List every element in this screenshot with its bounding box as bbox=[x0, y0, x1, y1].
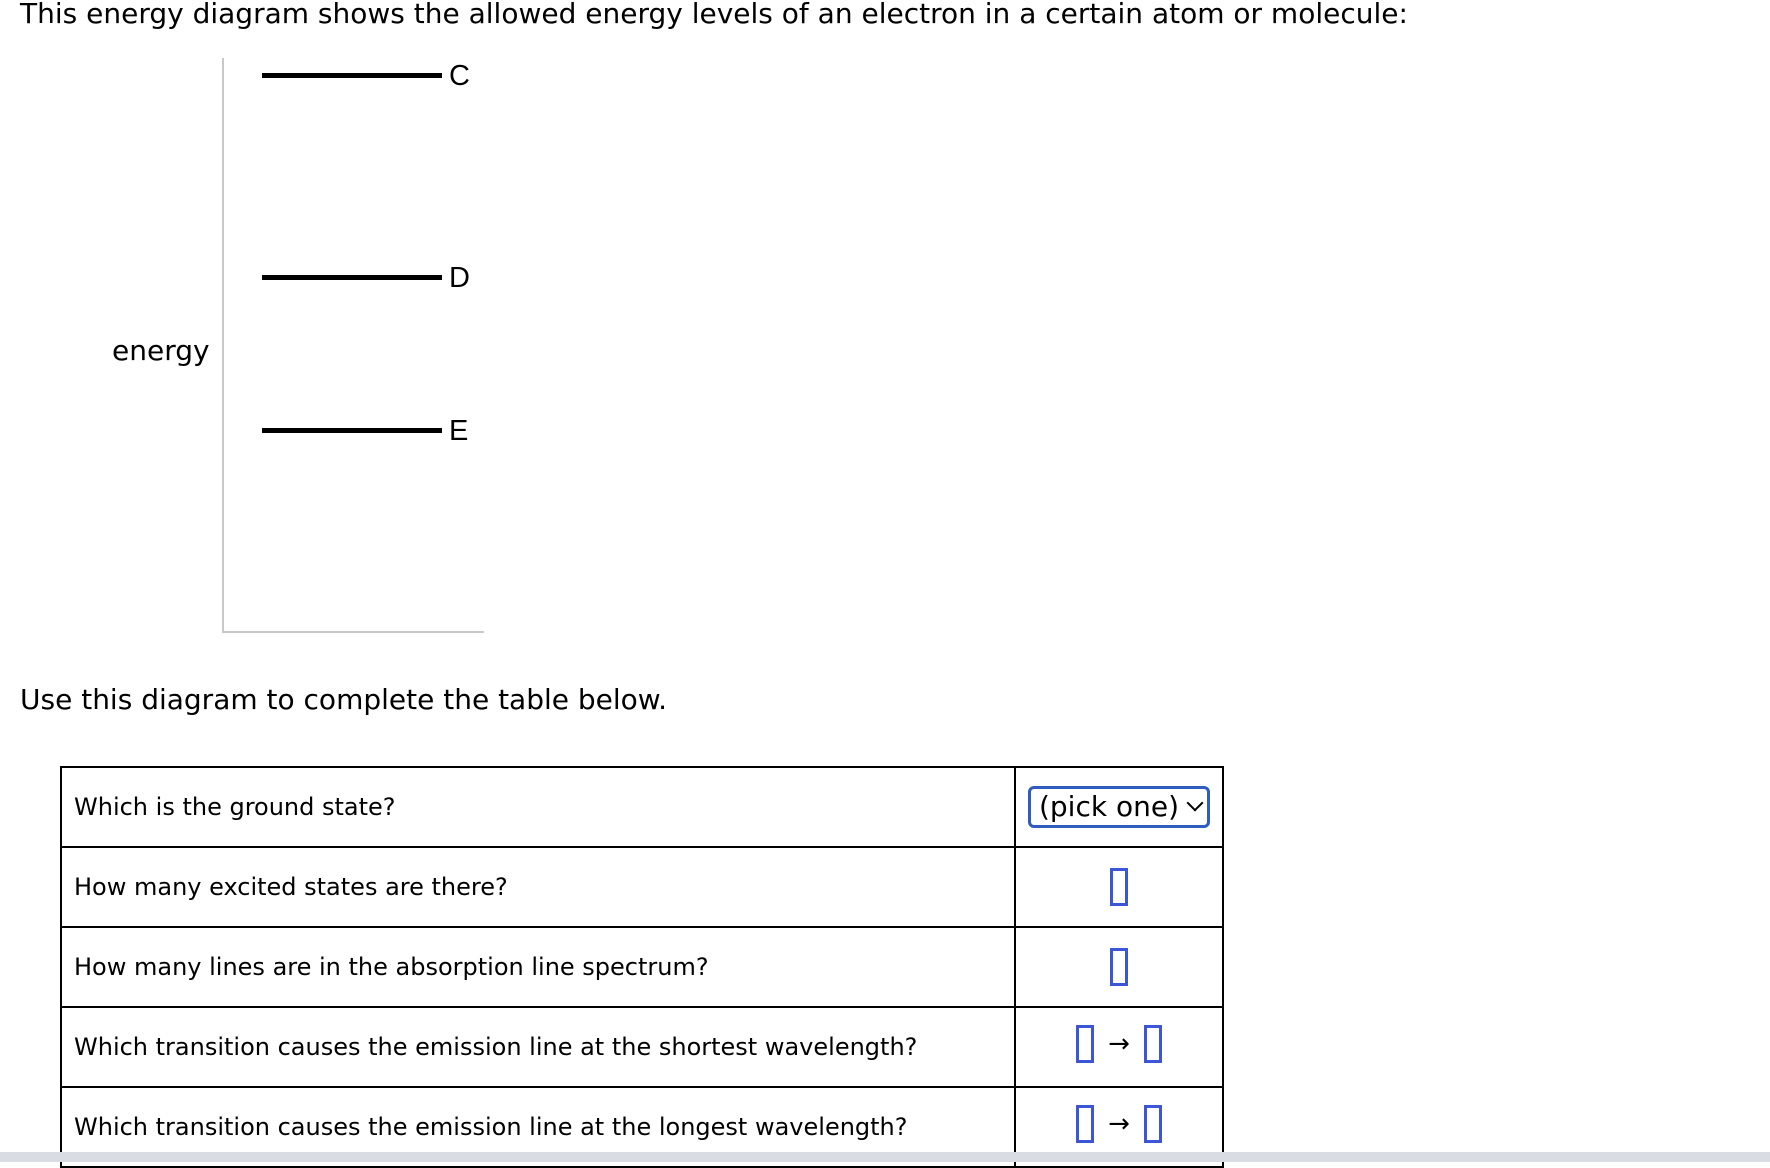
longest-to-input[interactable] bbox=[1144, 1105, 1162, 1143]
excited-states-input[interactable] bbox=[1110, 868, 1128, 906]
shortest-transition bbox=[1076, 1025, 1162, 1063]
energy-level-label: E bbox=[449, 415, 469, 447]
table-row bbox=[61, 767, 1223, 847]
baseline-axis-line bbox=[222, 631, 484, 633]
absorption-lines-input[interactable] bbox=[1110, 948, 1128, 986]
energy-level-label: C bbox=[449, 60, 470, 92]
energy-level-line bbox=[262, 428, 442, 433]
table-row bbox=[61, 847, 1223, 927]
energy-axis-label: energy bbox=[112, 334, 210, 367]
table-row bbox=[61, 927, 1223, 1007]
question-table bbox=[60, 766, 1224, 1168]
select-value: (pick one) bbox=[1038, 790, 1179, 823]
energy-axis-line bbox=[222, 58, 224, 633]
answer-cell bbox=[1015, 767, 1223, 847]
shortest-to-input[interactable] bbox=[1144, 1025, 1162, 1063]
energy-diagram bbox=[0, 0, 600, 660]
answer-cell bbox=[1015, 927, 1223, 1007]
table-row bbox=[61, 1007, 1223, 1087]
question-ground-state: Which is the ground state? bbox=[61, 767, 1015, 847]
question-shortest-wavelength: Which transition causes the emission line at the shortest wavelength? bbox=[61, 1007, 1015, 1087]
shortest-from-input[interactable] bbox=[1076, 1025, 1094, 1063]
question-absorption-lines: How many lines are in the absorption line spectrum? bbox=[61, 927, 1015, 1007]
longest-from-input[interactable] bbox=[1076, 1105, 1094, 1143]
instruction-text: Use this diagram to complete the table below. bbox=[20, 683, 668, 716]
arrow-right-icon: → bbox=[1108, 1109, 1130, 1139]
chevron-down-icon bbox=[1187, 795, 1204, 812]
energy-level-label: D bbox=[449, 262, 470, 294]
intro-text: This energy diagram shows the allowed energy levels of an electron in a certain atom or molecule: bbox=[20, 0, 1408, 30]
question-longest-wavelength: Which transition causes the emission line at the longest wavelength? bbox=[61, 1087, 1015, 1167]
arrow-right-icon: → bbox=[1108, 1029, 1130, 1059]
energy-level-line bbox=[262, 73, 442, 78]
bottom-scroll-bar bbox=[0, 1152, 1770, 1162]
ground-state-select[interactable] bbox=[1028, 786, 1210, 828]
question-excited-states: How many excited states are there? bbox=[61, 847, 1015, 927]
energy-level-line bbox=[262, 275, 442, 280]
longest-transition bbox=[1076, 1105, 1162, 1143]
answer-cell bbox=[1015, 1007, 1223, 1087]
answer-cell bbox=[1015, 847, 1223, 927]
